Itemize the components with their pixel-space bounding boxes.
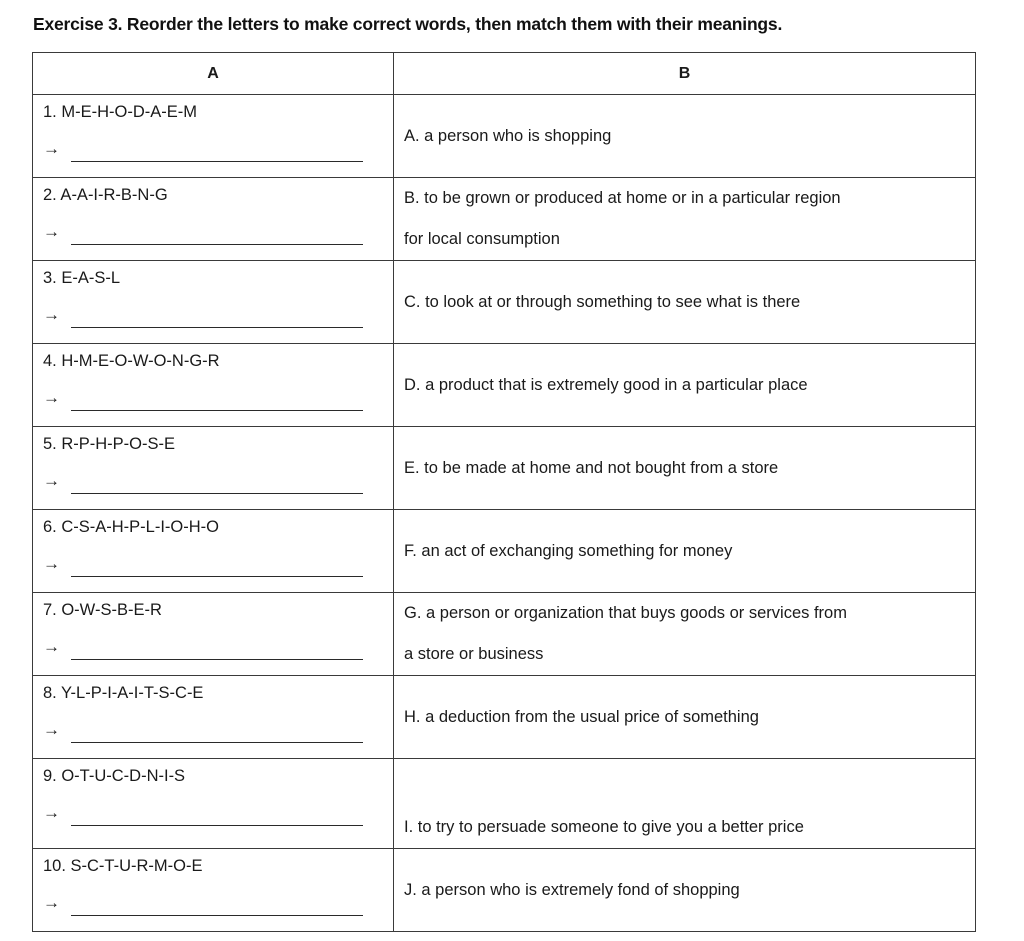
answer-line [43,637,363,657]
meaning-cell: A. a person who is shopping [394,95,976,178]
meaning-cell: H. a deduction from the usual price of something [394,676,976,759]
answer-line [43,720,363,740]
arrow-icon: → [43,637,60,656]
meaning-cell: E. to be made at home and not bought from a store [394,427,976,510]
arrow-icon: → [43,139,60,158]
meaning-cell: C. to look at or through something to see what is there [394,261,976,344]
scrambled-word-cell [33,510,394,593]
scrambled-word-cell [33,427,394,510]
answer-blank[interactable] [71,639,363,660]
table-row [33,849,976,932]
table-row [33,510,976,593]
scrambled-word: 3. E-A-S-L [43,269,121,287]
scrambled-word-cell [33,178,394,261]
arrow-icon: → [43,554,60,573]
table-row [33,178,976,261]
answer-blank[interactable] [71,805,363,826]
column-header-a: A [33,53,394,95]
scrambled-word-cell [33,95,394,178]
scrambled-word-cell [33,849,394,932]
answer-line [43,388,363,408]
answer-blank[interactable] [71,473,363,494]
answer-blank[interactable] [71,390,363,411]
scrambled-word-cell [33,344,394,427]
column-header-b: B [394,53,976,95]
answer-blank[interactable] [71,895,363,916]
meaning-line-1: B. to be grown or produced at home or in a particular region [404,189,841,207]
answer-blank[interactable] [71,141,363,162]
table-row [33,261,976,344]
answer-blank[interactable] [71,224,363,245]
meaning-cell [394,593,976,676]
answer-blank[interactable] [71,556,363,577]
scrambled-word-cell [33,593,394,676]
scrambled-word: 4. H-M-E-O-W-O-N-G-R [43,352,220,370]
meaning-cell [394,178,976,261]
table-row [33,344,976,427]
answer-line [43,305,363,325]
meaning-line-2: for local consumption [404,230,560,248]
table-row [33,593,976,676]
arrow-icon: → [43,720,60,739]
arrow-icon: → [43,893,60,912]
scrambled-word: 2. A-A-I-R-B-N-G [43,186,168,204]
exercise-title: Exercise 3. Reorder the letters to make correct words, then match them with their meanings. [33,14,783,34]
answer-line [43,139,363,159]
scrambled-word-cell [33,759,394,849]
answer-line [43,893,363,913]
scrambled-word: 5. R-P-H-P-O-S-E [43,435,175,453]
table-row [33,676,976,759]
meaning-cell: I. to try to persuade someone to give you a better price [394,759,976,849]
meaning-line-1: G. a person or organization that buys goods or services from [404,604,847,622]
meaning-cell: F. an act of exchanging something for money [394,510,976,593]
scrambled-word: 6. C-S-A-H-P-L-I-O-H-O [43,518,219,536]
scrambled-word-cell [33,676,394,759]
scrambled-word: 1. M-E-H-O-D-A-E-M [43,103,197,121]
matching-table [32,52,976,932]
answer-line [43,803,363,823]
arrow-icon: → [43,222,60,241]
meaning-line-2: a store or business [404,645,544,663]
meaning-cell: D. a product that is extremely good in a particular place [394,344,976,427]
answer-blank[interactable] [71,307,363,328]
table-row [33,427,976,510]
answer-blank[interactable] [71,722,363,743]
arrow-icon: → [43,305,60,324]
scrambled-word: 9. O-T-U-C-D-N-I-S [43,767,186,785]
table-row [33,759,976,849]
scrambled-word: 10. S-C-T-U-R-M-O-E [43,857,203,875]
scrambled-word-cell [33,261,394,344]
answer-line [43,554,363,574]
arrow-icon: → [43,388,60,407]
table-row [33,95,976,178]
arrow-icon: → [43,803,60,822]
answer-line [43,222,363,242]
scrambled-word: 8. Y-L-P-I-A-I-T-S-C-E [43,684,204,702]
arrow-icon: → [43,471,60,490]
answer-line [43,471,363,491]
meaning-cell: J. a person who is extremely fond of shopping [394,849,976,932]
scrambled-word: 7. O-W-S-B-E-R [43,601,162,619]
